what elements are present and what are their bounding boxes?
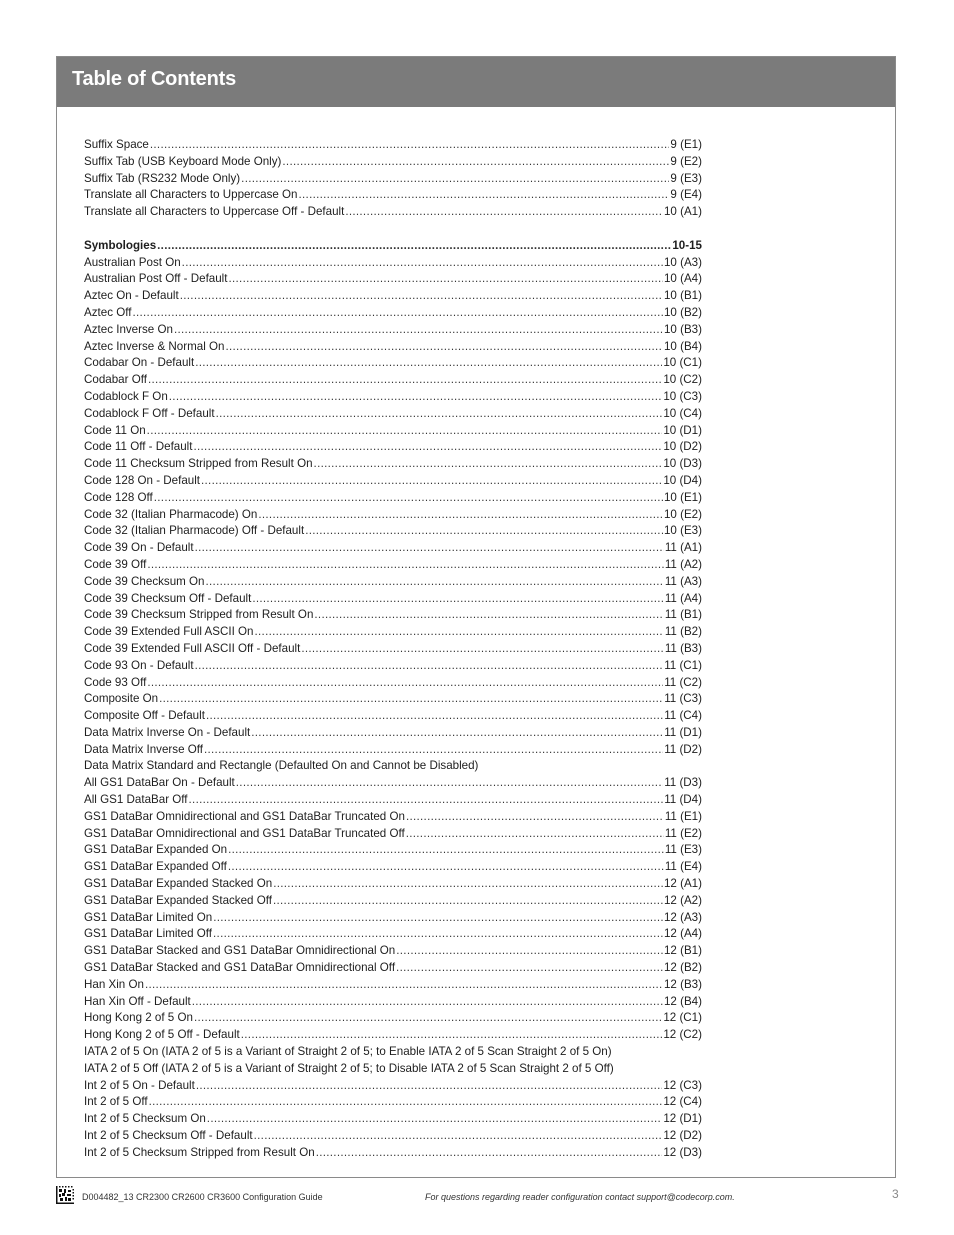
toc-entry-title: Code 39 Extended Full ASCII On (84, 625, 254, 639)
toc-entry[interactable] (84, 893, 702, 910)
toc-entry-page: 11 (E2) (664, 826, 702, 840)
toc-entry[interactable] (84, 792, 702, 809)
page-footer (56, 1186, 906, 1208)
dot-leader (193, 439, 662, 456)
toc-entry-page: 12 (D1) (663, 1112, 702, 1126)
toc-entry[interactable] (84, 439, 702, 456)
toc-entry-title: IATA 2 of 5 Off (IATA 2 of 5 is a Variant of Straight 2 of 5; to Disable IATA 2 of 5 Scan Straight 2 of 5 Off) (84, 1061, 614, 1075)
toc-entry[interactable] (84, 876, 702, 893)
dot-leader (241, 171, 669, 188)
dot-leader (213, 926, 663, 943)
toc-entry-page: 10 (C3) (663, 389, 702, 403)
toc-entry-page: 11 (A3) (664, 574, 702, 588)
toc-panel (56, 56, 896, 1178)
toc-entry[interactable] (84, 557, 702, 574)
toc-entry-title: Aztec Off (84, 305, 132, 319)
toc-entry[interactable] (84, 675, 702, 692)
toc-entry[interactable] (84, 540, 702, 557)
toc-entry-title: GS1 DataBar Expanded Stacked Off (84, 893, 272, 907)
toc-entry-title: Code 39 Extended Full ASCII Off - Default (84, 641, 301, 655)
toc-section-heading[interactable] (84, 238, 702, 255)
dot-leader (150, 137, 670, 154)
toc-entry[interactable] (84, 187, 702, 204)
toc-entry-title: Int 2 of 5 Checksum Off - Default (84, 1129, 253, 1143)
toc-entry-page: 12 (B4) (663, 994, 702, 1008)
toc-entry-title: Han Xin Off - Default (84, 994, 191, 1008)
toc-entry[interactable] (84, 658, 702, 675)
toc-entry-page: 11 (D1) (664, 725, 702, 739)
toc-entry-title: GS1 DataBar Limited On (84, 910, 213, 924)
toc-entry-page: 12 (A2) (663, 893, 702, 907)
toc-entry[interactable] (84, 994, 702, 1011)
toc-entry-title: Code 93 Off (84, 675, 147, 689)
dot-leader (196, 1078, 662, 1095)
toc-entry-page: 10 (B3) (663, 322, 702, 336)
toc-entry[interactable] (84, 271, 702, 288)
toc-entry[interactable] (84, 624, 702, 641)
toc-entry-title: Suffix Tab (USB Keyboard Mode Only) (84, 154, 282, 168)
toc-entry-title: Int 2 of 5 Off (84, 1095, 148, 1109)
toc-entry[interactable] (84, 859, 702, 876)
toc-entry-title: Composite On (84, 692, 159, 706)
toc-entry-title: Code 32 (Italian Pharmacode) Off - Default (84, 524, 305, 538)
toc-entry[interactable] (84, 204, 702, 221)
toc-entry-page: 11 (C3) (664, 692, 702, 706)
toc-entry-page: 11 (A4) (664, 591, 702, 605)
dot-leader (180, 288, 663, 305)
toc-entry-title: Int 2 of 5 On - Default (84, 1078, 195, 1092)
toc-entry-title: Codabar Off (84, 373, 147, 387)
toc-entry-page: 10 (C1) (663, 356, 702, 370)
data-matrix-code-icon (56, 1186, 74, 1204)
toc-entry-title: Symbologies (84, 238, 157, 252)
toc-entry-page: 11 (C4) (664, 709, 702, 723)
toc-entry-title: Code 11 Off - Default (84, 440, 193, 454)
dot-leader (314, 456, 663, 473)
toc-entry[interactable] (84, 826, 702, 843)
toc-entry[interactable] (84, 742, 702, 759)
toc-entry-title: Code 128 On - Default (84, 473, 201, 487)
dot-leader (228, 842, 664, 859)
toc-entry-title: Code 39 Checksum Off - Default (84, 591, 252, 605)
toc-entry-page: 10 (D1) (663, 423, 702, 437)
toc-entry-page: 10 (E2) (663, 507, 702, 521)
toc-entry[interactable] (84, 406, 702, 423)
toc-entry[interactable] (84, 372, 702, 389)
dot-leader (406, 809, 664, 826)
toc-entry-title: Aztec On - Default (84, 289, 179, 303)
dot-leader (225, 339, 663, 356)
toc-entry[interactable] (84, 574, 702, 591)
toc-entry-title: All GS1 DataBar On - Default (84, 776, 235, 790)
toc-entry-title: Data Matrix Inverse Off (84, 742, 203, 756)
dot-leader (396, 960, 663, 977)
toc-entry-title: Code 32 (Italian Pharmacode) On (84, 507, 258, 521)
dot-leader (254, 1128, 663, 1145)
toc-entry[interactable] (84, 1094, 702, 1111)
toc-entry-page: 12 (A4) (663, 927, 702, 941)
dot-leader (273, 876, 663, 893)
toc-entry-title: GS1 DataBar Expanded Stacked On (84, 877, 273, 891)
dot-leader (314, 607, 663, 624)
toc-entry-page: 10 (E3) (663, 524, 702, 538)
toc-entry[interactable] (84, 842, 702, 859)
toc-entry-page: 9 (E1) (670, 138, 702, 151)
dot-leader (159, 691, 663, 708)
toc-entry-page: 11 (C1) (664, 658, 702, 672)
dot-leader (228, 271, 662, 288)
toc-entry-page: 11 (B2) (664, 625, 702, 639)
toc-entry-page: 12 (A3) (663, 910, 702, 924)
toc-entry[interactable] (84, 1010, 702, 1027)
toc-entry[interactable] (84, 1027, 702, 1044)
toc-entry-page: 12 (B1) (663, 944, 702, 958)
toc-entry-page: 11 (A1) (664, 541, 702, 555)
dot-leader (147, 675, 663, 692)
toc-entry-title: GS1 DataBar Expanded Off (84, 860, 227, 874)
toc-entry-page: 12 (D2) (663, 1129, 702, 1143)
toc-entry-page: 10 (B1) (663, 289, 702, 303)
toc-entry-page: 12 (B2) (663, 961, 702, 975)
toc-entry[interactable] (84, 1078, 702, 1095)
dot-leader (258, 507, 663, 524)
toc-entry-page: 9 (E4) (670, 188, 702, 202)
dot-leader (149, 1094, 663, 1111)
toc-entry-page: 11 (E1) (664, 809, 702, 823)
toc-entry-title: GS1 DataBar Omnidirectional and GS1 DataBar Truncated Off (84, 826, 405, 840)
toc-entry[interactable] (84, 255, 702, 272)
dot-leader (157, 238, 671, 255)
toc-entry[interactable] (84, 725, 702, 742)
dot-leader (169, 389, 663, 406)
dot-leader (195, 658, 664, 675)
dot-leader (236, 775, 663, 792)
dot-leader (148, 372, 662, 389)
toc-list (84, 137, 702, 1162)
toc-entry-title: Hong Kong 2 of 5 On (84, 1011, 193, 1025)
toc-entry[interactable] (84, 339, 702, 356)
toc-entry-page: 10 (A3) (663, 255, 702, 269)
dot-leader (241, 1027, 663, 1044)
toc-entry-title: Code 128 Off (84, 490, 153, 504)
toc-entry[interactable] (84, 943, 702, 960)
dot-leader (345, 204, 663, 221)
dot-leader (316, 1145, 663, 1162)
toc-entry[interactable] (84, 473, 702, 490)
toc-entry[interactable] (84, 758, 702, 775)
dot-leader (192, 994, 663, 1011)
toc-entry-page: 11 (D3) (664, 776, 702, 790)
dot-leader (194, 1010, 662, 1027)
dot-leader (252, 591, 664, 608)
toc-entry-page: 9 (E3) (670, 171, 702, 185)
toc-entry-title: Suffix Tab (RS232 Mode Only) (84, 171, 241, 185)
dot-leader (301, 641, 664, 658)
toc-entry[interactable] (84, 1044, 702, 1061)
toc-entry[interactable] (84, 171, 702, 188)
toc-entry[interactable] (84, 288, 702, 305)
toc-entry-page: 12 (C3) (663, 1078, 702, 1092)
dot-leader (145, 977, 663, 994)
dot-leader (282, 154, 669, 171)
toc-spacer (84, 221, 702, 238)
toc-entry-page: 11 (E4) (664, 860, 702, 874)
dot-leader (251, 725, 663, 742)
toc-entry[interactable] (84, 355, 702, 372)
toc-entry-title: Code 39 On - Default (84, 541, 194, 555)
dot-leader (255, 624, 664, 641)
dot-leader (228, 859, 664, 876)
toc-entry-page: 12 (C1) (663, 1011, 702, 1025)
toc-entry-title: Hong Kong 2 of 5 Off - Default (84, 1028, 240, 1042)
toc-entry-title: Han Xin On (84, 977, 144, 991)
toc-entry[interactable] (84, 977, 702, 994)
toc-entry-title: Composite Off - Default (84, 709, 205, 723)
toc-entry-page: 10 (D2) (663, 440, 702, 454)
toc-entry[interactable] (84, 523, 702, 540)
support-contact-note: For questions regarding reader configuration contact support@codecorp.com. (425, 1192, 735, 1202)
toc-entry-title: Codablock F Off - Default (84, 406, 215, 420)
toc-entry[interactable] (84, 507, 702, 524)
toc-entry-page: 10 (E1) (663, 490, 702, 504)
toc-entry[interactable] (84, 1061, 702, 1078)
dot-leader (216, 406, 663, 423)
toc-entry-title: Code 11 On (84, 423, 146, 437)
toc-entry-page: 11 (B3) (664, 641, 702, 655)
dot-leader (132, 305, 663, 322)
dot-leader (396, 943, 663, 960)
toc-entry-page: 10 (A1) (663, 205, 702, 219)
toc-entry-page: 10-15 (672, 238, 702, 252)
toc-entry-page: 10 (A4) (663, 272, 702, 286)
toc-entry-title: Codablock F On (84, 389, 168, 403)
toc-entry-title: Translate all Characters to Uppercase Off - Default (84, 205, 345, 219)
toc-entry-title: Australian Post On (84, 255, 181, 269)
toc-entry[interactable] (84, 389, 702, 406)
dot-leader (201, 473, 662, 490)
dot-leader (305, 523, 663, 540)
toc-entry[interactable] (84, 607, 702, 624)
toc-entry[interactable] (84, 423, 702, 440)
toc-entry-title: Suffix Space (84, 138, 149, 151)
toc-entry[interactable] (84, 1128, 702, 1145)
toc-entry-page: 12 (D3) (663, 1145, 702, 1159)
toc-entry[interactable] (84, 1145, 702, 1162)
toc-entry-page: 10 (D4) (663, 473, 702, 487)
toc-entry-title: Code 11 Checksum Stripped from Result On (84, 457, 313, 471)
toc-entry-page: 11 (D2) (664, 742, 702, 756)
toc-entry[interactable] (84, 809, 702, 826)
toc-entry-page: 12 (A1) (663, 877, 702, 891)
toc-entry[interactable] (84, 154, 702, 171)
toc-entry-title: Code 39 Checksum Stripped from Result On (84, 608, 314, 622)
toc-entry[interactable] (84, 641, 702, 658)
toc-entry-title: Int 2 of 5 Checksum Stripped from Result On (84, 1145, 315, 1159)
toc-entry-title: Codabar On - Default (84, 356, 195, 370)
toc-entry-page: 12 (C4) (663, 1095, 702, 1109)
toc-entry-title: Code 93 On - Default (84, 658, 194, 672)
dot-leader (299, 187, 670, 204)
toc-header (57, 57, 895, 107)
toc-entry-page: 10 (C4) (663, 406, 702, 420)
toc-entry-page: 11 (B1) (664, 608, 702, 622)
dot-leader (174, 322, 663, 339)
toc-entry[interactable] (84, 708, 702, 725)
toc-entry[interactable] (84, 910, 702, 927)
dot-leader (195, 355, 662, 372)
toc-entry-title: Int 2 of 5 Checksum On (84, 1112, 206, 1126)
toc-entry-page: 12 (C2) (663, 1028, 702, 1042)
toc-entry-title: Aztec Inverse On (84, 322, 173, 336)
toc-entry-title: GS1 DataBar Omnidirectional and GS1 DataBar Truncated On (84, 809, 405, 823)
toc-entry[interactable] (84, 490, 702, 507)
dot-leader (154, 490, 663, 507)
toc-entry-title: Australian Post Off - Default (84, 272, 228, 286)
dot-leader (206, 708, 663, 725)
dot-leader (147, 557, 664, 574)
toc-entry-page: 11 (A2) (664, 557, 702, 571)
toc-entry-page: 10 (B2) (663, 305, 702, 319)
page-number: 3 (892, 1187, 899, 1201)
toc-entry-page: 12 (B3) (663, 977, 702, 991)
toc-entry-page: 10 (B4) (663, 339, 702, 353)
toc-entry[interactable] (84, 322, 702, 339)
dot-leader (206, 574, 664, 591)
dot-leader (406, 826, 664, 843)
toc-entry[interactable] (84, 591, 702, 608)
dot-leader (204, 742, 663, 759)
toc-entry-title: Data Matrix Inverse On - Default (84, 725, 251, 739)
dot-leader (189, 792, 664, 809)
dot-leader (147, 423, 663, 440)
toc-entry[interactable] (84, 775, 702, 792)
toc-entry-page: 9 (E2) (670, 154, 702, 168)
toc-entry[interactable] (84, 137, 702, 154)
toc-entry-page: 11 (D4) (664, 793, 702, 807)
document-id: D004482_13 CR2300 CR2600 CR3600 Configuration Guide (82, 1192, 323, 1202)
toc-entry-page: 10 (C2) (663, 373, 702, 387)
toc-entry-page: 11 (C2) (664, 675, 702, 689)
toc-entry-title: GS1 DataBar Limited Off (84, 927, 213, 941)
dot-leader (182, 255, 663, 272)
toc-entry[interactable] (84, 456, 702, 473)
toc-entry[interactable] (84, 305, 702, 322)
toc-entry-title: IATA 2 of 5 On (IATA 2 of 5 is a Variant of Straight 2 of 5; to Enable IATA 2 of 5 Scan Straight 2 of 5 On) (84, 1045, 612, 1059)
page-title: Table of Contents (72, 68, 237, 90)
toc-entry-title: Translate all Characters to Uppercase On (84, 188, 298, 202)
toc-entry-title: GS1 DataBar Stacked and GS1 DataBar Omnidirectional Off (84, 961, 396, 975)
dot-leader (273, 893, 663, 910)
dot-leader (207, 1111, 663, 1128)
toc-entry-title: GS1 DataBar Expanded On (84, 843, 228, 857)
toc-entry-title: All GS1 DataBar Off (84, 793, 188, 807)
toc-entry-title: Aztec Inverse & Normal On (84, 339, 225, 353)
toc-entry[interactable] (84, 691, 702, 708)
toc-entry-page: 11 (E3) (664, 843, 702, 857)
toc-entry-page: 10 (D3) (663, 457, 702, 471)
toc-entry-title: Code 39 Checksum On (84, 574, 205, 588)
toc-entry[interactable] (84, 1111, 702, 1128)
toc-entry[interactable] (84, 960, 702, 977)
toc-entry[interactable] (84, 926, 702, 943)
toc-entry-title: Data Matrix Standard and Rectangle (Defaulted On and Cannot be Disabled) (84, 759, 479, 773)
dot-leader (213, 910, 663, 927)
toc-entry-title: Code 39 Off (84, 557, 147, 571)
dot-leader (195, 540, 664, 557)
toc-entry-title: GS1 DataBar Stacked and GS1 DataBar Omnidirectional On (84, 944, 396, 958)
